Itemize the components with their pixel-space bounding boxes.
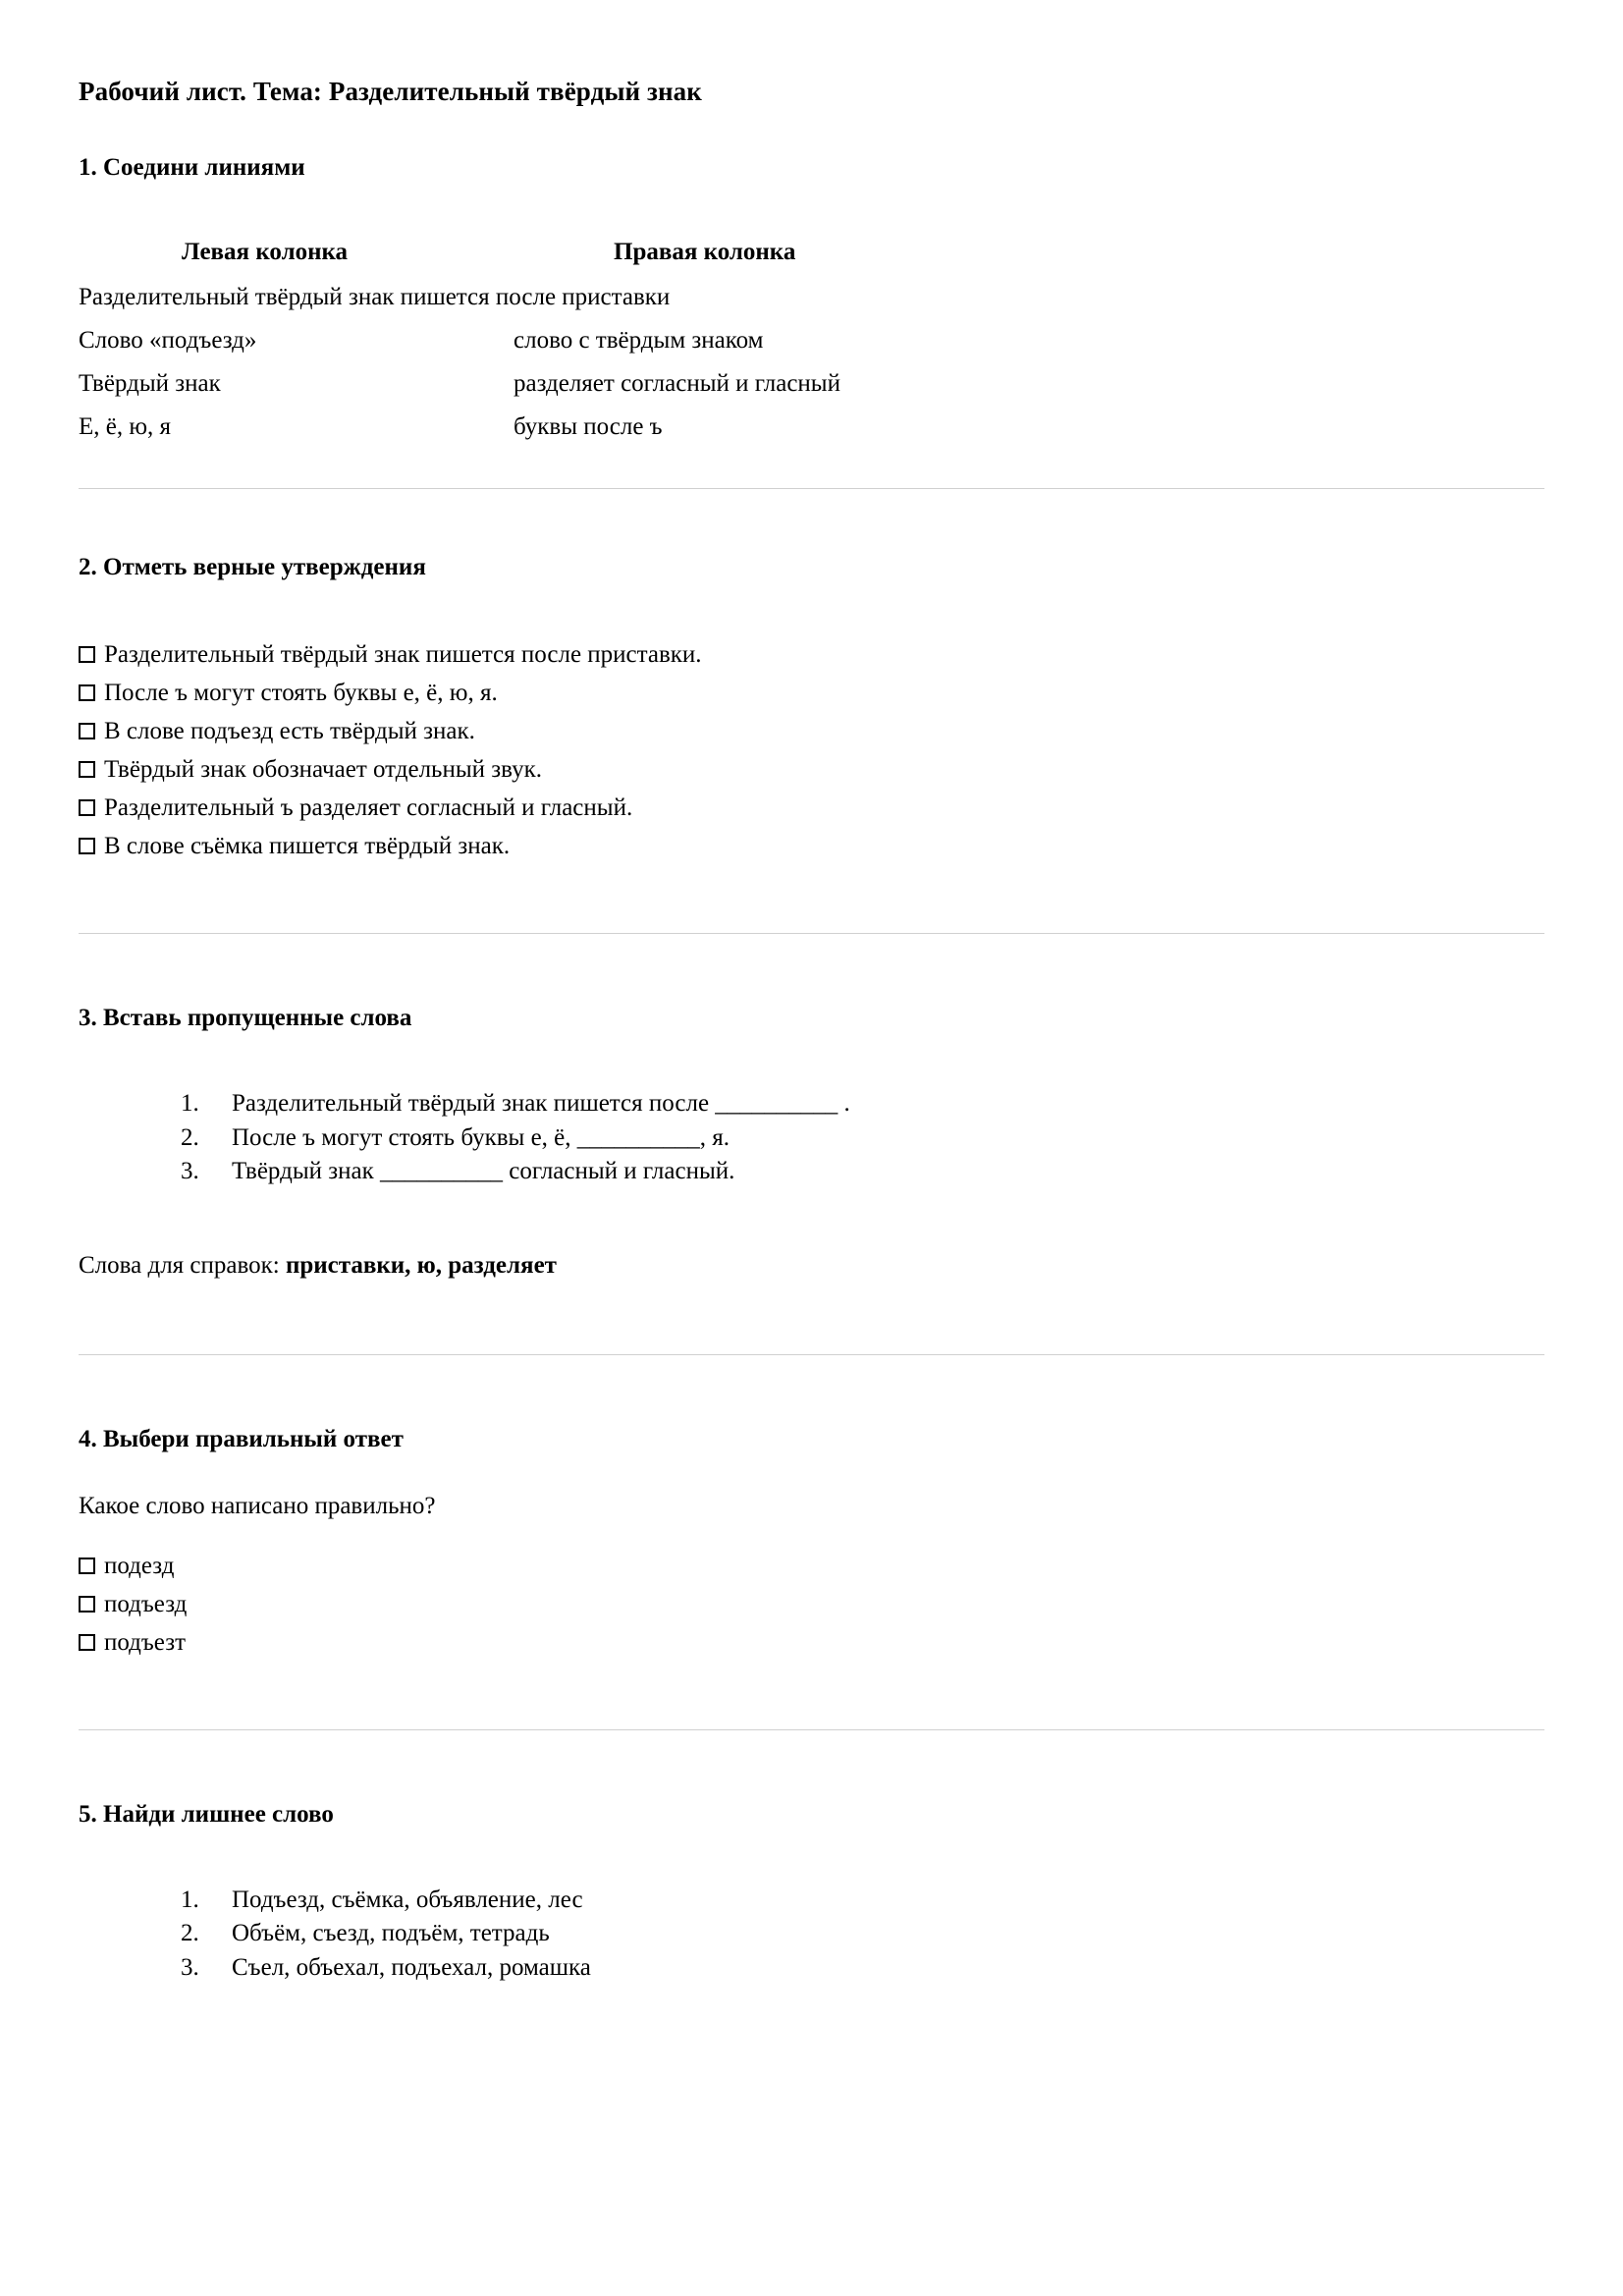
reference-label: Слова для справок: [79,1251,286,1279]
checkbox-icon[interactable] [79,1558,95,1574]
column-header-right: Правая колонка [614,239,796,265]
checkbox-label: В слове подъезд есть твёрдый знак. [104,718,475,744]
checkbox-option[interactable] [79,795,1544,820]
section-heading-4: 4. Выбери правильный ответ [79,1425,404,1452]
option-label: подезд [104,1552,175,1579]
table-cell-left: Разделительный твёрдый знак пишется после приставки [79,284,671,310]
section-heading-2: 2. Отметь верные утверждения [79,554,426,580]
checkbox-option[interactable] [79,719,1544,743]
list-item[interactable] [181,1089,1544,1120]
option-label: подъезт [104,1628,187,1656]
matching-table [79,239,1544,449]
list-item-text: Съел, объехал, подъехал, ромашка [232,1953,591,1981]
section-heading-5: 5. Найди лишнее слово [79,1800,334,1828]
section-heading-3: 3. Вставь пропущенные слова [79,1005,412,1031]
table-cell-left: Слово «подъезд» [79,327,257,354]
checkbox-icon[interactable] [79,799,95,816]
reference-words-line [79,1252,1544,1280]
radio-option[interactable] [79,1592,1544,1616]
checkbox-icon[interactable] [79,1634,95,1651]
question-prompt: Какое слово написано правильно? [79,1492,436,1519]
checkbox-option[interactable] [79,642,1544,667]
list-item[interactable] [181,1123,1544,1154]
list-item-text: Объём, съезд, подъём, тетрадь [232,1920,550,1946]
answer-options [79,1554,1544,1655]
checkbox-icon[interactable] [79,838,95,854]
list-item-text: Подъезд, съёмка, объявление, лес [232,1886,583,1913]
radio-option[interactable] [79,1630,1544,1655]
list-item-text: Разделительный твёрдый знак пишется после __________ . [232,1090,850,1117]
odd-one-out-list [79,1886,1544,1984]
radio-option[interactable] [79,1554,1544,1578]
list-item[interactable] [181,1886,1544,1916]
table-cell-right: слово с твёрдым знаком [514,327,764,354]
statements-checklist [79,642,1544,858]
table-row[interactable] [79,406,1544,449]
checkbox-label: В слове съёмка пишется твёрдый знак. [104,833,511,859]
checkbox-icon[interactable] [79,684,95,701]
checkbox-icon[interactable] [79,723,95,739]
table-row[interactable] [79,362,1544,406]
checkbox-option[interactable] [79,757,1544,782]
checkbox-label: Разделительный ъ разделяет согласный и гласный. [104,794,633,821]
page-title: Рабочий лист. Тема: Разделительный твёрдый знак [79,77,702,106]
table-cell-left: Твёрдый знак [79,370,221,397]
list-item-text: Твёрдый знак __________ согласный и гласный. [232,1158,735,1184]
fill-in-list [79,1089,1544,1187]
option-label: подъезд [104,1590,188,1617]
list-item[interactable] [181,1953,1544,1984]
checkbox-label: Твёрдый знак обозначает отдельный звук. [104,756,542,783]
table-cell-left: Е, ё, ю, я [79,413,172,440]
list-item[interactable] [181,1919,1544,1949]
checkbox-label: Разделительный твёрдый знак пишется после приставки. [104,641,702,668]
table-row[interactable] [79,319,1544,362]
reference-words: приставки, ю, разделяет [285,1251,557,1279]
checkbox-icon[interactable] [79,761,95,778]
checkbox-label: После ъ могут стоять буквы е, ё, ю, я. [104,680,498,706]
checkbox-icon[interactable] [79,646,95,663]
list-item[interactable] [181,1157,1544,1187]
list-item-text: После ъ могут стоять буквы е, ё, __________, я. [232,1123,730,1151]
column-header-left: Левая колонка [182,239,349,265]
checkbox-option[interactable] [79,834,1544,858]
table-row[interactable] [79,276,1544,319]
checkbox-option[interactable] [79,681,1544,705]
table-cell-right: разделяет согласный и гласный [514,370,840,397]
matching-table-header [79,239,1544,276]
checkbox-icon[interactable] [79,1596,95,1613]
table-cell-right: буквы после ъ [514,413,663,440]
section-heading-1: 1. Соедини линиями [79,154,305,181]
